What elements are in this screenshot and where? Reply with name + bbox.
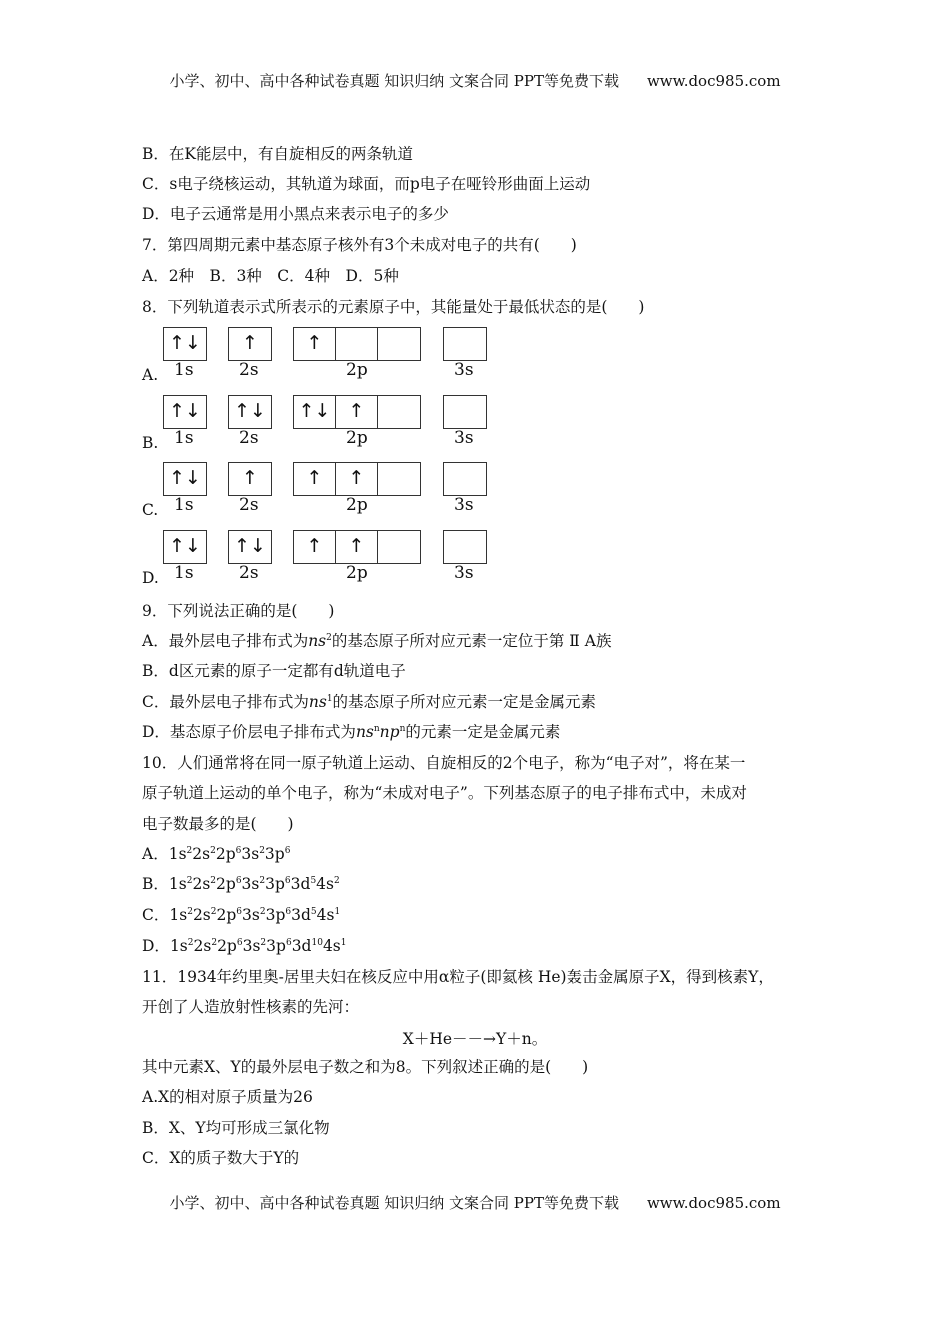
orbital-cell: ↑↓ xyxy=(169,332,201,354)
orbital-cell xyxy=(444,328,486,360)
q11-line2: 开创了人造放射性核素的先河： xyxy=(142,998,360,1016)
config-term: 3s xyxy=(242,906,260,924)
config-exponent: 2 xyxy=(259,906,266,917)
q7-stem: 7．第四周期元素中基态原子核外有3个未成对电子的共有( ) xyxy=(142,236,577,254)
config-term: 2p xyxy=(216,906,237,924)
config-term: 2p xyxy=(216,875,236,893)
q9-option-b: B．d区元素的原子一定都有d轨道电子 xyxy=(142,662,406,680)
orbital-label-s1: 1s xyxy=(174,495,194,515)
config-exponent: 1 xyxy=(334,906,341,917)
orbital-diagram xyxy=(163,530,503,583)
orbital-cell: ↑ xyxy=(294,531,336,563)
q10-line1: 10．人们通常将在同一原子轨道上运动、自旋相反的2个电子，称为“电子对”，将在某一 xyxy=(142,754,746,772)
config-term: 3d xyxy=(291,906,311,924)
q9-d-ns: ns xyxy=(355,723,374,741)
q9-d-sup1: n xyxy=(373,723,380,734)
q11-option-a: A.X的相对原子质量为26 xyxy=(142,1088,313,1106)
orbital-box-s1 xyxy=(163,395,207,429)
orbital-cell xyxy=(444,396,486,428)
config-exponent: 2 xyxy=(259,845,265,856)
footer-text: 小学、初中、高中各种试卷真题 知识归纳 文案合同 PPT等免费下载 xyxy=(169,1194,619,1212)
config-exponent: 2 xyxy=(210,906,217,917)
config-exponent: 2 xyxy=(260,937,267,948)
orbital-cell: ↑ xyxy=(336,531,378,563)
q9-d-pre: D．基态原子价层电子排布式为 xyxy=(142,723,356,741)
page-header xyxy=(0,70,950,91)
config-term: 3s xyxy=(241,845,260,863)
config-exponent: 6 xyxy=(235,845,242,856)
orbital-box-s3 xyxy=(443,327,487,361)
config-term: 1s xyxy=(169,937,188,955)
orbital-box-p xyxy=(293,462,421,496)
config-exponent: 6 xyxy=(236,906,243,917)
q8-option-label: B. xyxy=(142,434,159,452)
orbital-label-s3: 3s xyxy=(454,563,474,583)
q11-option-b: B．X、Y均可形成三氯化物 xyxy=(142,1119,330,1137)
config-exponent: 1 xyxy=(340,937,347,948)
orbital-diagram xyxy=(163,327,503,380)
config-exponent: 2 xyxy=(186,845,193,856)
q9-a-post: 的基态原子所对应元素一定位于第 Ⅱ A族 xyxy=(331,632,612,650)
q8-option-label: C. xyxy=(142,501,159,519)
config-exponent: 2 xyxy=(187,906,193,917)
orbital-cell: ↑↓ xyxy=(294,396,336,428)
q10-option xyxy=(142,874,340,894)
orbital-box-s2 xyxy=(228,327,272,361)
config-exponent: 2 xyxy=(211,937,218,948)
footer-site[interactable]: www.doc985.com xyxy=(646,1194,781,1212)
orbital-label-s1: 1s xyxy=(174,428,194,448)
config-term: 2s xyxy=(192,875,211,893)
q9-a-sup: 2 xyxy=(326,632,332,643)
orbital-label-s3: 3s xyxy=(454,428,474,448)
config-exponent: 6 xyxy=(285,906,292,917)
config-exponent: 2 xyxy=(259,875,266,886)
config-exponent: 2 xyxy=(186,875,193,886)
config-term: 3p xyxy=(265,875,285,893)
orbital-diagram xyxy=(163,395,503,448)
q8-option-label: A. xyxy=(142,366,159,384)
q10-option xyxy=(142,936,347,956)
q9-c-post: 的基态原子所对应元素一定是金属元素 xyxy=(332,693,597,711)
q9-d-sup2: n xyxy=(399,723,406,734)
config-term: 4s xyxy=(322,937,341,955)
config-exponent: 6 xyxy=(284,845,291,856)
q10-line2: 原子轨道上运动的单个电子，称为“未成对电子”。下列基态原子的电子排布式中，未成对 xyxy=(142,784,747,802)
config-exponent: 6 xyxy=(285,937,292,948)
q9-c-sup: 1 xyxy=(326,693,333,704)
q10-line3: 电子数最多的是( ) xyxy=(142,815,294,833)
orbital-label-p: 2p xyxy=(346,495,368,515)
q9-option-d xyxy=(142,722,560,742)
orbital-box-s2 xyxy=(228,530,272,564)
orbital-label-p: 2p xyxy=(346,428,368,448)
orbital-cell xyxy=(336,328,378,360)
page-footer xyxy=(0,1192,950,1213)
config-term: 3s xyxy=(241,875,260,893)
q10-option-label: D． xyxy=(142,937,170,955)
orbital-cell: ↑ xyxy=(336,463,378,495)
config-term: 1s xyxy=(168,875,187,893)
orbital-box-s2 xyxy=(228,462,272,496)
q10-option-label: C． xyxy=(142,906,170,924)
orbital-cell xyxy=(378,396,420,428)
q9-d-np: np xyxy=(379,723,400,741)
orbital-cell: ↑↓ xyxy=(169,467,201,489)
q10-option xyxy=(142,844,290,864)
config-term: 1s xyxy=(169,906,188,924)
config-exponent: 6 xyxy=(284,875,291,886)
orbital-cell: ↑ xyxy=(242,467,258,489)
orbital-label-s2: 2s xyxy=(239,495,259,515)
orbital-label-s1: 1s xyxy=(174,563,194,583)
q11-line1: 11．1934年约里奥-居里夫妇在核反应中用α粒子(即氦核 He)轰击金属原子X，得到核素Y， xyxy=(142,968,774,986)
orbital-cell: ↑ xyxy=(336,396,378,428)
header-site[interactable]: www.doc985.com xyxy=(646,72,781,90)
config-exponent: 5 xyxy=(310,906,317,917)
q8-stem: 8．下列轨道表示式所表示的元素原子中，其能量处于最低状态的是( ) xyxy=(142,298,645,316)
q6-option-c: C．s电子绕核运动，其轨道为球面，而p电子在哑铃形曲面上运动 xyxy=(142,175,591,193)
orbital-label-s1: 1s xyxy=(174,360,194,380)
q10-option-label: A． xyxy=(142,845,169,863)
config-exponent: 6 xyxy=(235,875,242,886)
q8-option-label: D. xyxy=(142,569,159,587)
orbital-label-s3: 3s xyxy=(454,360,474,380)
q6-option-d: D．电子云通常是用小黑点来表示电子的多少 xyxy=(142,205,449,223)
q9-option-a xyxy=(142,631,611,651)
orbital-box-s3 xyxy=(443,530,487,564)
orbital-label-p: 2p xyxy=(346,563,368,583)
orbital-cell xyxy=(444,463,486,495)
config-exponent: 6 xyxy=(236,937,243,948)
q10-option xyxy=(142,905,340,925)
config-term: 3p xyxy=(266,937,286,955)
orbital-cell xyxy=(444,531,486,563)
orbital-box-s1 xyxy=(163,462,207,496)
q11-line3: 其中元素X、Y的最外层电子数之和为8。下列叙述正确的是( ) xyxy=(142,1058,589,1076)
orbital-label-s3: 3s xyxy=(454,495,474,515)
q9-a-ns: ns xyxy=(308,632,327,650)
config-exponent: 2 xyxy=(210,875,217,886)
config-exponent: 2 xyxy=(187,937,194,948)
q7-options: A．2种 B．3种 C．4种 D．5种 xyxy=(142,267,399,285)
config-term: 3s xyxy=(242,937,261,955)
orbital-cell: ↑↓ xyxy=(234,535,266,557)
orbital-diagram xyxy=(163,462,503,515)
config-term: 1s xyxy=(168,845,187,863)
q9-c-pre: C．最外层电子排布式为 xyxy=(142,693,309,711)
header-text: 小学、初中、高中各种试卷真题 知识归纳 文案合同 PPT等免费下载 xyxy=(169,72,619,90)
orbital-box-s1 xyxy=(163,530,207,564)
orbital-cell xyxy=(378,328,420,360)
orbital-box-p xyxy=(293,395,421,429)
config-term: 3p xyxy=(265,906,286,924)
q11-option-c: C．X的质子数大于Y的 xyxy=(142,1149,300,1167)
config-term: 3d xyxy=(290,875,311,893)
orbital-box-p xyxy=(293,327,421,361)
q11-equation: X＋He－－→Y＋n。 xyxy=(402,1030,548,1048)
orbital-box-s3 xyxy=(443,462,487,496)
config-term: 4s xyxy=(316,906,335,924)
q9-option-c xyxy=(142,692,596,712)
q9-stem: 9．下列说法正确的是( ) xyxy=(142,602,335,620)
orbital-cell: ↑ xyxy=(294,328,336,360)
orbital-cell: ↑↓ xyxy=(169,400,201,422)
config-exponent: 10 xyxy=(311,937,323,948)
config-term: 4s xyxy=(316,875,334,893)
q9-a-pre: A．最外层电子排布式为 xyxy=(142,632,309,650)
orbital-box-p xyxy=(293,530,421,564)
config-exponent: 2 xyxy=(334,875,340,886)
config-term: 3p xyxy=(264,845,285,863)
orbital-label-s2: 2s xyxy=(239,563,259,583)
orbital-cell: ↑ xyxy=(242,332,258,354)
orbital-box-s2 xyxy=(228,395,272,429)
orbital-box-s1 xyxy=(163,327,207,361)
config-term: 2s xyxy=(192,845,211,863)
config-exponent: 5 xyxy=(310,875,317,886)
orbital-label-p: 2p xyxy=(346,360,368,380)
q6-option-b: B．在K能层中，有自旋相反的两条轨道 xyxy=(142,145,413,163)
q9-c-ns: ns xyxy=(308,693,327,711)
orbital-label-s2: 2s xyxy=(239,428,259,448)
config-term: 2s xyxy=(193,937,212,955)
orbital-cell: ↑ xyxy=(294,463,336,495)
orbital-cell xyxy=(378,463,420,495)
orbital-label-s2: 2s xyxy=(239,360,259,380)
config-term: 2p xyxy=(217,937,237,955)
config-term: 2p xyxy=(215,845,236,863)
orbital-box-s3 xyxy=(443,395,487,429)
q9-d-post: 的元素一定是金属元素 xyxy=(405,723,561,741)
orbital-cell xyxy=(378,531,420,563)
orbital-cell: ↑↓ xyxy=(169,535,201,557)
config-term: 3d xyxy=(291,937,312,955)
orbital-cell: ↑↓ xyxy=(234,400,266,422)
config-exponent: 2 xyxy=(210,845,216,856)
config-term: 2s xyxy=(192,906,211,924)
q10-option-label: B． xyxy=(142,875,169,893)
